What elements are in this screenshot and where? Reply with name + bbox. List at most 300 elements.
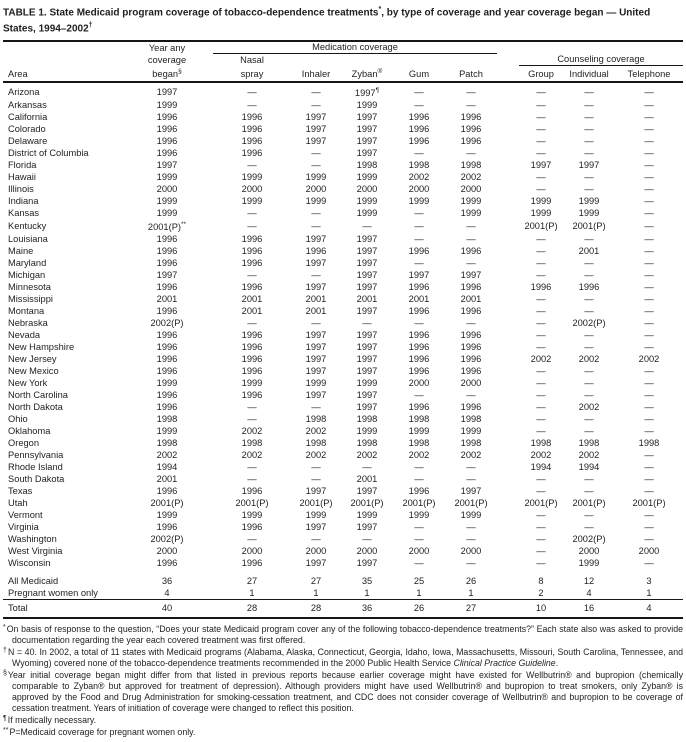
value-cell: 1999 xyxy=(156,100,178,111)
value-cell: — xyxy=(414,148,424,159)
area-cell: Montana xyxy=(8,306,45,317)
value-cell: 1997 xyxy=(356,306,378,317)
value-cell: 1997 xyxy=(305,522,327,533)
gap-cell xyxy=(497,425,519,437)
value-cell: 2001 xyxy=(156,294,178,305)
zyban-label: Zyban xyxy=(351,68,378,79)
value-cell: — xyxy=(414,234,424,245)
value-cell: 36 xyxy=(341,600,393,619)
area-cell: New Mexico xyxy=(8,366,59,377)
value-cell: — xyxy=(584,270,594,281)
value-cell: 1998 xyxy=(460,160,482,171)
value-cell: 1996 xyxy=(156,402,178,413)
footnote-text: If medically necessary. xyxy=(7,714,97,725)
value-cell: — xyxy=(584,486,594,497)
value-cell: — xyxy=(644,330,654,341)
value-cell: 1 xyxy=(313,588,319,599)
area-cell: Kansas xyxy=(8,208,40,219)
area-cell: Minnesota xyxy=(8,282,51,293)
value-cell: 1997 xyxy=(356,342,378,353)
value-cell: 2002 xyxy=(241,426,263,437)
value-cell: 26 xyxy=(465,576,477,587)
value-cell: — xyxy=(644,148,654,159)
gap-cell xyxy=(497,485,519,497)
value-cell: 2000 xyxy=(460,378,482,389)
value-cell: 2001(P) xyxy=(350,498,384,509)
value-cell: — xyxy=(644,270,654,281)
value-cell: — xyxy=(414,522,424,533)
table-row xyxy=(3,437,683,449)
value-cell: 1997 xyxy=(356,366,378,377)
value-cell: 1 xyxy=(416,588,422,599)
value-cell: 1999 xyxy=(156,208,178,219)
value-cell: 1994 xyxy=(578,462,600,473)
gap-cell xyxy=(497,111,519,123)
value-cell: 1998 xyxy=(356,160,378,171)
value-cell: 2002(P) xyxy=(150,534,184,545)
value-cell: — xyxy=(536,136,546,147)
table-row xyxy=(3,281,683,293)
area-cell: North Dakota xyxy=(8,402,63,413)
footnote-marker: ¶ xyxy=(3,714,7,722)
value-cell: — xyxy=(466,318,476,329)
value-cell: 1997 xyxy=(156,270,178,281)
value-cell: — xyxy=(644,510,654,521)
value-cell: 1996 xyxy=(408,366,430,377)
value-cell: — xyxy=(644,378,654,389)
value-cell: 1999 xyxy=(241,196,263,207)
value-cell: 1997 xyxy=(460,486,482,497)
header-spacer xyxy=(393,54,445,66)
value-cell: 1996 xyxy=(156,112,178,123)
gap-cell xyxy=(497,233,519,245)
col-header-nasal-line1: Nasal xyxy=(240,55,264,66)
value-cell: — xyxy=(247,474,257,485)
value-cell: — xyxy=(584,112,594,123)
table-row xyxy=(3,353,683,365)
value-cell: 1999 xyxy=(156,196,178,207)
total-row xyxy=(3,600,683,619)
value-cell: 1997 xyxy=(356,148,378,159)
value-cell: 1996 xyxy=(241,522,263,533)
area-cell: Nevada xyxy=(8,330,41,341)
table-row xyxy=(3,147,683,159)
value-cell: 2002 xyxy=(578,354,600,365)
gap-cell xyxy=(497,473,519,485)
value-cell: 1997 xyxy=(356,246,378,257)
value-cell: — xyxy=(644,318,654,329)
value-cell: — xyxy=(536,426,546,437)
table-row xyxy=(3,111,683,123)
table-row xyxy=(3,183,683,195)
gap-cell xyxy=(497,305,519,317)
value-cell: 2000 xyxy=(408,378,430,389)
value-cell: — xyxy=(536,318,546,329)
table-row xyxy=(3,461,683,473)
value-cell: — xyxy=(644,414,654,425)
col-header-year-began xyxy=(121,66,213,83)
value-cell: — xyxy=(584,474,594,485)
value-cell: 1994 xyxy=(156,462,178,473)
title-text-continued: , by type of coverage and year coverage began — United States, 1994–2002 xyxy=(3,7,651,35)
value-cell: 1996 xyxy=(156,342,178,353)
value-cell: 1996 xyxy=(156,486,178,497)
area-cell: Vermont xyxy=(8,510,43,521)
footnote-text: N = 40. In 2002, a total of 11 states with Medicaid programs (Alabama, Alaska, Connecticut, Georgia, Idaho, Iowa, Massachusetts, Missouri, South Carolina, Tennessee, and Wyoming) covered none of the tobacco-dependence treatments recommended in the 2000 Public Health Service xyxy=(8,647,683,669)
value-cell: 1997 xyxy=(305,234,327,245)
value-cell: — xyxy=(584,390,594,401)
value-cell: 2000 xyxy=(156,184,178,195)
footnote xyxy=(3,669,683,714)
title-footnote-dagger: † xyxy=(88,21,93,29)
table-row xyxy=(3,365,683,377)
value-cell: — xyxy=(644,486,654,497)
value-cell: — xyxy=(536,402,546,413)
value-cell: 1997 xyxy=(305,112,327,123)
footnote xyxy=(3,646,683,669)
value-cell: 10 xyxy=(519,600,563,619)
table-row xyxy=(3,233,683,245)
value-cell: 1999 xyxy=(460,196,482,207)
value-cell: — xyxy=(584,414,594,425)
value-cell: — xyxy=(644,282,654,293)
value-cell: — xyxy=(536,486,546,497)
value-cell: — xyxy=(466,522,476,533)
value-cell: 27 xyxy=(310,576,322,587)
area-cell: Maine xyxy=(8,246,34,257)
value-cell: — xyxy=(584,366,594,377)
value-cell: 1999 xyxy=(530,196,552,207)
value-cell: — xyxy=(414,390,424,401)
value-cell: 2001 xyxy=(241,294,263,305)
value-cell: 8 xyxy=(538,576,544,587)
value-cell: 1999 xyxy=(578,196,600,207)
value-cell: 1996 xyxy=(156,234,178,245)
gap-cell xyxy=(497,401,519,413)
value-cell: 1 xyxy=(364,588,370,599)
value-cell: — xyxy=(644,208,654,219)
value-cell: 1997 xyxy=(305,486,327,497)
value-cell: — xyxy=(536,172,546,183)
gap-cell xyxy=(497,497,519,509)
col-header-group: Group xyxy=(519,66,563,83)
value-cell: 1997 xyxy=(578,160,600,171)
value-cell: — xyxy=(536,258,546,269)
value-cell: — xyxy=(311,534,321,545)
gap-cell xyxy=(497,437,519,449)
value-cell: 1996 xyxy=(241,330,263,341)
value-cell: 1996 xyxy=(241,234,263,245)
value-cell: 1997 xyxy=(356,522,378,533)
value-cell: — xyxy=(247,414,257,425)
value-cell: 26 xyxy=(393,600,445,619)
value-cell: — xyxy=(414,258,424,269)
value-cell: 1999 xyxy=(356,172,378,183)
value-cell: 1996 xyxy=(460,354,482,365)
col-header-telephone: Telephone xyxy=(615,66,683,83)
value-cell: 1997 xyxy=(356,124,378,135)
value-cell: 1996 xyxy=(156,124,178,135)
header-spacer xyxy=(519,41,683,54)
value-cell: 2002 xyxy=(305,450,327,461)
value-cell: — xyxy=(414,221,424,232)
footnote-text: On basis of response to the question, “Does your state Medicaid program cover any of the following tobacco-dependence treatments?” Each state also was asked to provide documentation regarding the year each covered treatment was first offered. xyxy=(6,624,683,646)
value-cell: 2001 xyxy=(241,306,263,317)
value-cell: 1996 xyxy=(241,282,263,293)
value-cell: — xyxy=(414,100,424,111)
value-cell: 2001 xyxy=(460,294,482,305)
table-row xyxy=(3,600,683,619)
value-cell: 1994 xyxy=(530,462,552,473)
value-cell: 1999 xyxy=(356,196,378,207)
value-cell: — xyxy=(536,342,546,353)
area-cell: California xyxy=(8,112,48,123)
table-row xyxy=(3,425,683,437)
value-cell: — xyxy=(584,378,594,389)
value-cell: 1997 xyxy=(305,390,327,401)
value-cell: 1996 xyxy=(460,402,482,413)
table-row xyxy=(3,257,683,269)
value-cell: — xyxy=(584,522,594,533)
value-cell: 2002(P) xyxy=(150,318,184,329)
value-cell: — xyxy=(362,318,372,329)
value-cell: — xyxy=(536,124,546,135)
value-cell: 1997 xyxy=(305,258,327,269)
table-row xyxy=(3,305,683,317)
gap-cell xyxy=(497,135,519,147)
value-cell: 1999 xyxy=(305,172,327,183)
area-cell: New Jersey xyxy=(8,354,57,365)
col-header-zyban xyxy=(341,66,393,83)
value-cell: 2002 xyxy=(356,450,378,461)
value-cell: 1996 xyxy=(156,330,178,341)
value-cell: 2001 xyxy=(578,246,600,257)
value-cell: — xyxy=(644,402,654,413)
value-cell: 1996 xyxy=(408,136,430,147)
value-cell: 2001 xyxy=(156,474,178,485)
gap-cell xyxy=(497,365,519,377)
table-row xyxy=(3,389,683,401)
value-cell: — xyxy=(311,270,321,281)
value-cell: 1999 xyxy=(305,196,327,207)
value-cell: — xyxy=(414,474,424,485)
area-cell: Michigan xyxy=(8,270,46,281)
value-cell: — xyxy=(644,306,654,317)
gap-cell xyxy=(497,317,519,329)
value-cell: 1999 xyxy=(356,100,378,111)
area-cell: Indiana xyxy=(8,196,39,207)
area-cell: Illinois xyxy=(8,184,34,195)
value-cell: 1997 xyxy=(356,486,378,497)
value-cell: 1996 xyxy=(156,354,178,365)
title-text: TABLE 1. State Medicaid program coverage of tobacco-dependence treatments xyxy=(3,7,379,19)
value-cell: — xyxy=(584,510,594,521)
value-cell: 2002 xyxy=(305,426,327,437)
gap-cell xyxy=(497,183,519,195)
gap-cell xyxy=(497,147,519,159)
value-cell: 1997 xyxy=(305,282,327,293)
footnote-text: . xyxy=(555,658,559,669)
header-group-row xyxy=(3,41,683,54)
value-cell: 12 xyxy=(583,576,595,587)
value-cell: 1998 xyxy=(305,438,327,449)
value-cell: 1996 xyxy=(156,390,178,401)
gap-cell xyxy=(497,82,519,99)
value-cell: — xyxy=(247,318,257,329)
value-cell: 1997 xyxy=(305,558,327,569)
value-cell: 1996 xyxy=(408,330,430,341)
value-cell: 1 xyxy=(468,588,474,599)
value-cell: 1999 xyxy=(156,426,178,437)
value-cell: — xyxy=(644,426,654,437)
value-cell: — xyxy=(536,378,546,389)
table-row xyxy=(3,521,683,533)
value-cell: 1996 xyxy=(241,136,263,147)
value-cell: 1999 xyxy=(408,196,430,207)
value-cell: — xyxy=(311,208,321,219)
value-cell: — xyxy=(466,234,476,245)
header-spacer xyxy=(3,54,121,66)
value-cell: 1996 xyxy=(156,522,178,533)
value-cell: — xyxy=(536,558,546,569)
value-cell: — xyxy=(644,558,654,569)
value-cell: 1997 xyxy=(356,270,378,281)
value-cell: — xyxy=(311,318,321,329)
value-cell: 4 xyxy=(164,588,170,599)
col-header-area: Area xyxy=(3,66,121,83)
value-cell: 1997 xyxy=(356,258,378,269)
value-cell: 2000 xyxy=(241,546,263,557)
area-cell: New York xyxy=(8,378,48,389)
header-spacer xyxy=(445,54,497,66)
gap-cell xyxy=(497,569,519,587)
value-cell: — xyxy=(584,306,594,317)
value-cell: — xyxy=(644,366,654,377)
value-cell: — xyxy=(466,558,476,569)
value-cell: — xyxy=(644,462,654,473)
value-cell: 1999 xyxy=(460,208,482,219)
value-cell: 2001 xyxy=(305,306,327,317)
table-row xyxy=(3,82,683,99)
col-header-nasal-spray: spray xyxy=(213,66,291,83)
value-cell: 1996 xyxy=(156,246,178,257)
value-cell: 2000 xyxy=(356,546,378,557)
value-cell: — xyxy=(584,184,594,195)
value-cell: — xyxy=(644,160,654,171)
value-cell: 1996 xyxy=(460,136,482,147)
col-group-medication-coverage: Medication coverage xyxy=(213,41,497,54)
title-footnote-asterisk: * xyxy=(378,6,382,13)
value-cell: 1998 xyxy=(305,414,327,425)
value-cell: 1997 xyxy=(305,342,327,353)
value-cell: 1996 xyxy=(460,246,482,257)
value-cell: — xyxy=(466,534,476,545)
value-cell: 1996 xyxy=(241,558,263,569)
value-cell: 40 xyxy=(121,600,213,619)
value-cell: — xyxy=(247,208,257,219)
value-cell: — xyxy=(247,87,257,98)
footnote-marker: ** xyxy=(3,726,9,734)
gap-cell xyxy=(497,341,519,353)
value-cell: — xyxy=(311,148,321,159)
value-cell: 1997 xyxy=(356,282,378,293)
value-cell: 1997 xyxy=(356,402,378,413)
table-row xyxy=(3,569,683,587)
gap-cell xyxy=(497,557,519,569)
value-cell: — xyxy=(311,402,321,413)
value-cell: 1996 xyxy=(578,282,600,293)
area-cell: Rhode Island xyxy=(8,462,63,473)
year-began-footnote-mark: § xyxy=(178,67,182,75)
gap-cell xyxy=(497,353,519,365)
area-cell: Wisconsin xyxy=(8,558,51,569)
value-cell: — xyxy=(536,100,546,111)
value-cell: 2001(P) xyxy=(524,221,558,232)
area-cell: Colorado xyxy=(8,124,46,135)
area-cell: Maryland xyxy=(8,258,47,269)
value-cell: 1999 xyxy=(460,510,482,521)
value-cell: — xyxy=(584,426,594,437)
table-row xyxy=(3,497,683,509)
table-row xyxy=(3,533,683,545)
value-cell: 2002 xyxy=(460,450,482,461)
col-header-year-line1: Year any xyxy=(148,43,186,54)
value-cell: — xyxy=(644,246,654,257)
value-cell: 2001(P) xyxy=(524,498,558,509)
gap-cell xyxy=(497,329,519,341)
footnote xyxy=(3,623,683,646)
value-cell: 2002 xyxy=(578,450,600,461)
value-cell: 2001(P) xyxy=(454,498,488,509)
value-cell: 2001 xyxy=(356,294,378,305)
value-cell: 1999 xyxy=(356,378,378,389)
value-cell: — xyxy=(247,160,257,171)
area-cell: Kentucky xyxy=(8,221,47,232)
value-cell: — xyxy=(644,390,654,401)
value-cell: 2000 xyxy=(460,546,482,557)
value-cell: — xyxy=(247,270,257,281)
gap-cell xyxy=(497,257,519,269)
gap-cell xyxy=(497,123,519,135)
value-cell: 1999 xyxy=(578,558,600,569)
value-cell: — xyxy=(644,112,654,123)
value-cell: — xyxy=(414,87,424,98)
value-cell: — xyxy=(247,402,257,413)
value-cell: 1997 xyxy=(460,270,482,281)
area-cell: Arizona xyxy=(8,87,40,98)
value-cell: — xyxy=(414,462,424,473)
value-cell: 1996 xyxy=(530,282,552,293)
value-cell: 1996 xyxy=(156,282,178,293)
value-cell: 1997 xyxy=(156,160,178,171)
value-cell: — xyxy=(644,100,654,111)
value-cell: 2001(P) xyxy=(632,498,666,509)
value-cell: 1996 xyxy=(241,354,263,365)
value-cell: 1999 xyxy=(356,426,378,437)
value-cell: — xyxy=(536,474,546,485)
col-header-inhaler: Inhaler xyxy=(291,66,341,83)
value-cell: — xyxy=(644,196,654,207)
value-cell: 1 xyxy=(646,588,652,599)
value-cell: — xyxy=(644,342,654,353)
value-cell: — xyxy=(644,294,654,305)
table-row xyxy=(3,269,683,281)
value-cell: 4 xyxy=(586,588,592,599)
value-cell: 1996 xyxy=(241,486,263,497)
area-cell: South Dakota xyxy=(8,474,65,485)
value-cell: 1999 xyxy=(156,378,178,389)
value-cell: — xyxy=(311,221,321,232)
